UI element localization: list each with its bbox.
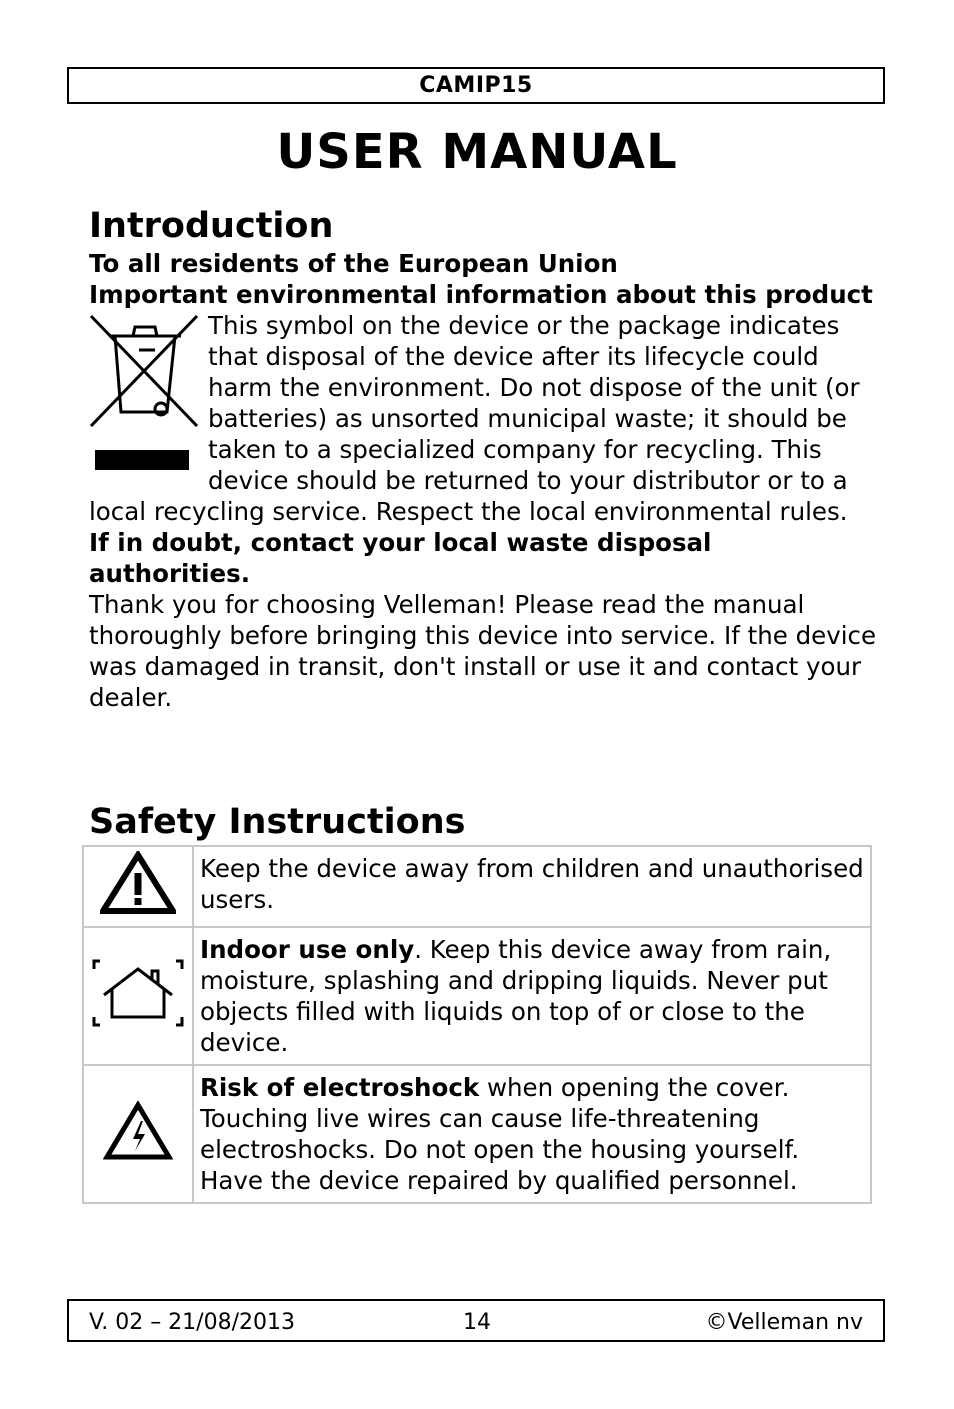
icon-cell [83, 846, 193, 927]
safety-table [82, 845, 872, 1204]
indoor-bold-label: Indoor use only [200, 935, 415, 964]
thanks-paragraph: Thank you for choosing Velleman! Please read the manual thoroughly before bringing this device into service. If the device was damaged in transit, don't install or use it and contact your dealer. [89, 590, 877, 712]
safety-text-cell [193, 927, 871, 1065]
indoor-house-icon [92, 957, 184, 1029]
table-row [83, 927, 871, 1065]
safety-text: when opening the cover. Touching live wires can cause life-threatening electroshocks. Do not open the housing yourself. Have the device repaired by qualified personnel. [200, 1073, 800, 1195]
icon-cell [83, 1065, 193, 1203]
footer-version: V. 02 – 21/08/2013 [89, 1310, 295, 1335]
electroshock-bold-label: Risk of electroshock [200, 1073, 480, 1102]
weee-paragraph: This symbol on the device or the package indicates that disposal of the device after its lifecycle could harm the environment. Do not dispose of the unit (or batteries) as unsorted municipal waste; it should be taken to a specialized company for recycling. This device should be returned to your distributor or to a local recycling service. Respect the local environmental rules. [89, 311, 860, 526]
weee-crossed-bin-icon [89, 314, 202, 474]
footer [67, 1299, 885, 1342]
environment-info-line: Important environmental information about this product [89, 280, 873, 309]
table-row [83, 1065, 871, 1203]
safety-text-cell [193, 846, 871, 927]
footer-copyright: ©Velleman nv [705, 1310, 863, 1335]
safety-section [89, 800, 879, 844]
doubt-paragraph: If in doubt, contact your local waste disposal authorities. [89, 528, 712, 588]
safety-text-cell [193, 1065, 871, 1203]
introduction-section [89, 204, 879, 713]
icon-cell [83, 927, 193, 1065]
introduction-heading: Introduction [89, 206, 334, 246]
safety-text: Keep the device away from children and unauthorised users. [200, 854, 864, 914]
safety-text: . Keep this device away from rain, moisture, splashing and dripping liquids. Never put objects filled with liquids on top of or close to the device. [200, 935, 832, 1057]
header-model-box [67, 67, 885, 104]
eu-residents-line: To all residents of the European Union [89, 249, 618, 278]
safety-heading: Safety Instructions [89, 802, 466, 842]
model-name: CAMIP15 [419, 73, 533, 98]
electroshock-icon [103, 1101, 173, 1161]
table-row [83, 846, 871, 927]
footer-page-number: 14 [463, 1310, 491, 1335]
page-title: USER MANUAL [276, 124, 678, 180]
warning-triangle-icon [100, 851, 176, 915]
